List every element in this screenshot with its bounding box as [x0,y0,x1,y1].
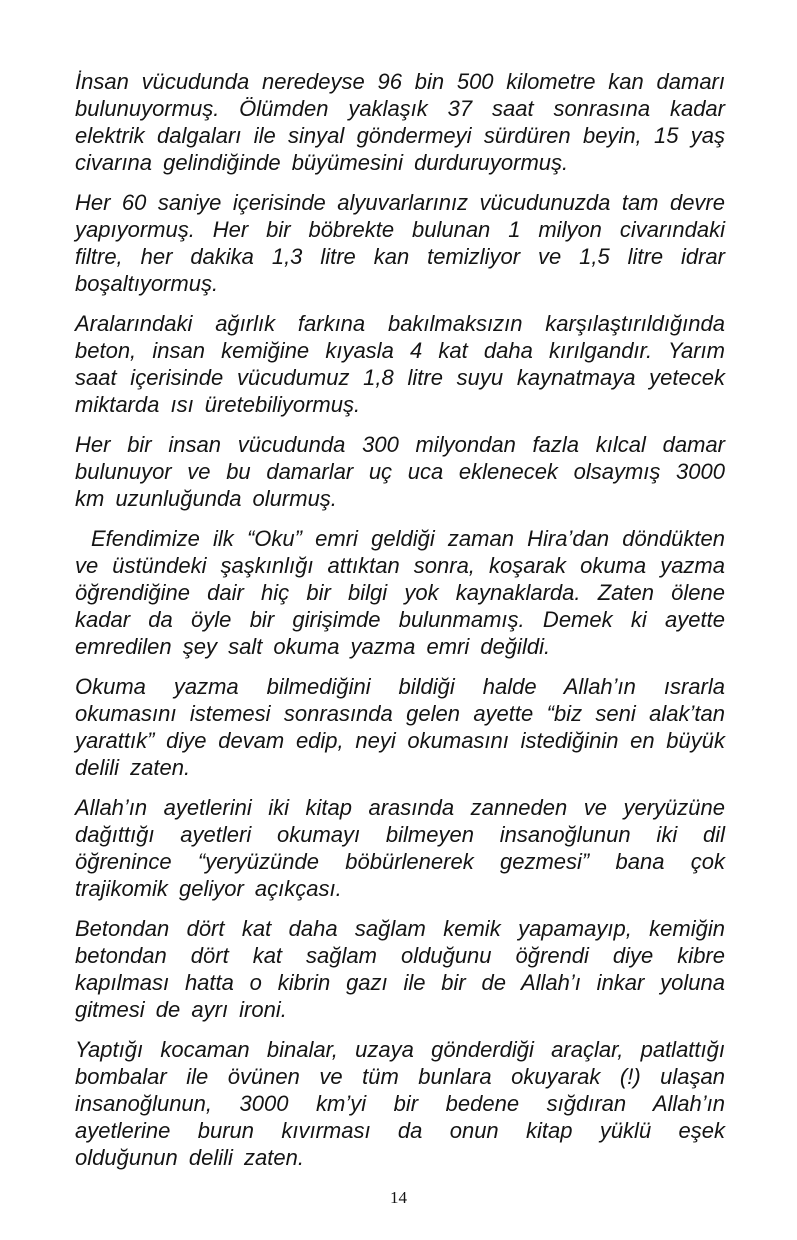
paragraph: Yaptığı kocaman binalar, uzaya gönderdiği araçlar, patlattığı bombalar ile övünen ve tüm bunlara okuyarak (!) ulaşan insanoğlunun, 3000 km’yi bir bedene sığdıran Allah’ın ayetlerine burun kıvırması da onun kitap yüklü eşek olduğunun delili zaten. [75,1037,725,1170]
paragraph: Efendimize ilk “Oku” emri geldiği zaman Hira’dan döndükten ve üstündeki şaşkınlığı attıktan sonra, koşarak okuma yazma öğrendiğine dair hiç bir bilgi yok kaynaklarda. Zaten ölene kadar da öyle bir girişimde bulunmamış. Demek ki ayette emredilen şey salt okuma yazma emri değildi. [75,526,725,659]
paragraph: Her 60 saniye içerisinde alyuvarlarınız vücudunuzda tam devre yapıyormuş. Her bir böbrekte bulunan 1 milyon civarındaki filtre, her dakika 1,3 litre kan temizliyor ve 1,5 litre idrar boşaltıyormuş. [75,190,725,296]
paragraph: Okuma yazma bilmediğini bildiği halde Allah’ın ısrarla okumasını istemesi sonrasında gelen ayette “biz seni alak’tan yarattık” diye devam edip, neyi okumasını istediğinin en büyük delili zaten. [75,674,725,780]
paragraph: İnsan vücudunda neredeyse 96 bin 500 kilometre kan damarı bulunuyormuş. Ölümden yaklaşık 37 saat sonrasına kadar elektrik dalgaları ile sinyal göndermeyi sürdüren beyin, 15 yaş civarına gelindiğinde büyümesini durduruyormuş. [75,69,725,175]
body-text [75,68,725,1184]
page-footer [0,1188,797,1208]
paragraph: Her bir insan vücudunda 300 milyondan fazla kılcal damar bulunuyor ve bu damarlar uç uca eklenecek olsaymış 3000 km uzunluğunda olurmuş. [75,432,725,511]
paragraph: Aralarındaki ağırlık farkına bakılmaksızın karşılaştırıldığında beton, insan kemiğine kıyasla 4 kat daha kırılgandır. Yarım saat içerisinde vücudumuz 1,8 litre suyu kaynatmaya yetecek miktarda ısı üretebiliyormuş. [75,311,725,417]
paragraph: Allah’ın ayetlerini iki kitap arasında zanneden ve yeryüzüne dağıttığı ayetleri okumayı bilmeyen insanoğlunun iki dil öğrenince “yeryüzünde böbürlenerek gezmesi” bana çok trajikomik geliyor açıkçası. [75,795,725,901]
page-number: 14 [390,1188,407,1207]
paragraph: Betondan dört kat daha sağlam kemik yapamayıp, kemiğin betondan dört kat sağlam olduğunu öğrendi diye kibre kapılması hatta o kibrin gazı ile bir de Allah’ı inkar yoluna gitmesi de ayrı ironi. [75,916,725,1022]
